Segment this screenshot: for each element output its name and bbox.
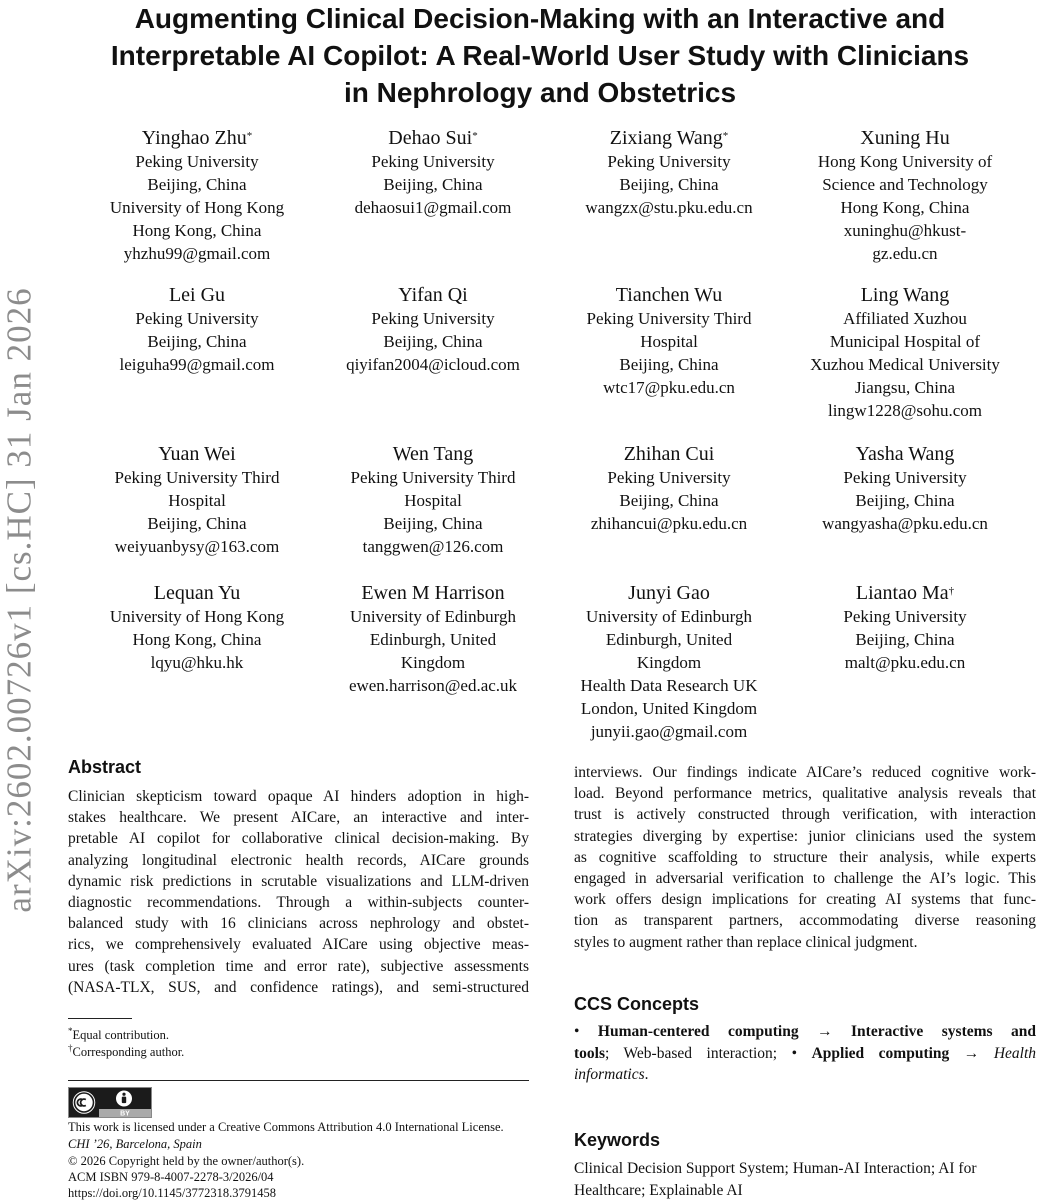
ccs-arrow: → [964,1045,980,1062]
author-affiliation-line: Hong Kong University of [780,150,1030,173]
ccs-concepts [574,1021,1036,1086]
author-affiliation-line: Beijing, China [308,330,558,353]
author-name-text: Yasha Wang [856,443,955,465]
author-affiliation-line: Kingdom [308,651,558,674]
author-affiliation-line: University of Hong Kong [72,196,322,219]
author-affiliation-line: gz.edu.cn [780,242,1030,265]
abstract-line: strategies diverging by expertise: junior clinicians used the system [574,826,1036,847]
ccs-term: Interactive systems and [851,1023,1036,1040]
author-name [544,442,794,466]
author-block [544,581,794,743]
cc-by-badge [68,1087,152,1118]
ccs-arrow: → [817,1023,833,1040]
author-name [72,283,322,307]
author-block [780,126,1030,265]
author-affiliation-line: Beijing, China [308,173,558,196]
author-affiliation-line: Peking University Third [544,307,794,330]
abstract-line: Clinician skepticism toward opaque AI hinders adoption in high- [68,786,529,807]
abstract-line: (NASA-TLX, SUS, and confidence ratings), and semi-structured [68,977,529,998]
author-affiliation-line: Kingdom [544,651,794,674]
footnote-text: Corresponding author. [73,1045,185,1059]
title-line: Interpretable AI Copilot: A Real-World User Study with Clinicians [40,37,1037,74]
ccs-term: tools [574,1045,605,1062]
author-affiliation-line: Edinburgh, United [544,628,794,651]
author-affiliation-line: Affiliated Xuzhou [780,307,1030,330]
author-block [308,581,558,697]
author-affiliation-line: Hospital [308,489,558,512]
author-name-text: Liantao Ma [856,582,949,604]
author-affiliation-line: Peking University [72,150,322,173]
author-name-text: Ling Wang [861,284,950,306]
author-name-text: Yifan Qi [398,284,467,306]
abstract-line: load. Beyond performance metrics, qualitative analysis reveals that [574,783,1036,804]
author-affiliation-line: Peking University [72,307,322,330]
author-affiliation-line: lqyu@hku.hk [72,651,322,674]
author-mark: * [723,130,729,142]
author-affiliation-line: Beijing, China [780,489,1030,512]
author-affiliation-line: qiyifan2004@icloud.com [308,353,558,376]
author-name [780,283,1030,307]
author-affiliation-line: University of Hong Kong [72,605,322,628]
ccs-line [574,1064,1036,1086]
author-block [780,442,1030,535]
arxiv-stamp-text: arXiv:2602.00726v1 [cs.HC] 31 Jan 2026 [0,287,40,912]
author-affiliation-line: Peking University Third [72,466,322,489]
author-affiliation-line: Peking University [308,150,558,173]
author-name-text: Tianchen Wu [616,284,722,306]
title-line: Augmenting Clinical Decision-Making with an Interactive and [40,0,1037,37]
author-affiliation-line: wangzx@stu.pku.edu.cn [544,196,794,219]
author-affiliation-line: Hospital [544,330,794,353]
author-affiliation-line: Edinburgh, United [308,628,558,651]
abstract-text-left [68,786,529,998]
author-affiliation-line: lingw1228@sohu.com [780,399,1030,422]
author-affiliation-line: London, United Kingdom [544,697,794,720]
author-name-text: Ewen M Harrison [361,582,504,604]
ccs-term: Applied computing [812,1045,950,1062]
author-affiliation-line: zhihancui@pku.edu.cn [544,512,794,535]
ccs-text: ; Web-based interaction; [605,1045,777,1062]
author-affiliation-line: Municipal Hospital of [780,330,1030,353]
author-affiliation-line: leiguha99@gmail.com [72,353,322,376]
author-name-text: Lei Gu [169,284,225,306]
keywords-line: Healthcare; Explainable AI [574,1180,1036,1201]
license-line: This work is licensed under a Creative Commons Attribution 4.0 International License. [68,1119,504,1135]
author-affiliation-line: tanggwen@126.com [308,535,558,558]
ccs-term: informatics [574,1066,645,1083]
author-block [72,283,322,376]
abstract-line: stakes healthcare. We present AICare, an interactive and inter- [68,807,529,828]
author-affiliation-line: University of Edinburgh [308,605,558,628]
author-name-text: Wen Tang [393,443,474,465]
abstract-line: pretable AI copilot for collaborative clinical decision-making. By [68,828,529,849]
abstract-line: rics, we comprehensively evaluated AICare using objective meas- [68,934,529,955]
ccs-text: . [645,1066,649,1083]
abstract-line: engaged in adversarial verification to challenge the AI’s logic. This [574,868,1036,889]
abstract-line: tion as transparent partners, accommodating diverse reasoning [574,910,1036,931]
author-affiliation-line: junyii.gao@gmail.com [544,720,794,743]
footnote-rule [68,1018,132,1019]
author-affiliation-line: yhzhu99@gmail.com [72,242,322,265]
title-line: in Nephrology and Obstetrics [40,74,1037,111]
author-affiliation-line: Hong Kong, China [780,196,1030,219]
author-block [544,442,794,535]
ccs-bullet: • [574,1023,579,1040]
author-mark: * [472,130,478,142]
author-name [544,283,794,307]
author-mark: † [949,585,955,597]
author-affiliation-line: Peking University [544,150,794,173]
author-affiliation-line: Xuzhou Medical University [780,353,1030,376]
author-name-text: Lequan Yu [154,582,240,604]
author-name [780,442,1030,466]
footnote-text: Equal contribution. [73,1028,170,1042]
author-affiliation-line: wtc17@pku.edu.cn [544,376,794,399]
license-venue: CHI ’26, Barcelona, Spain [68,1136,202,1152]
author-affiliation-line: Peking University Third [308,466,558,489]
ccs-line [574,1043,1036,1065]
abstract-line: styles to augment rather than replace clinical judgment. [574,932,1036,953]
author-affiliation-line: Hospital [72,489,322,512]
author-affiliation-line: Beijing, China [544,173,794,196]
author-affiliation-line: Health Data Research UK [544,674,794,697]
author-affiliation-line: Beijing, China [544,353,794,376]
author-block [308,283,558,376]
arxiv-stamp [0,265,40,935]
abstract-line: diagnostic recommendations. Through a within-subjects counter- [68,892,529,913]
author-name-text: Zixiang Wang [610,127,723,149]
author-name [72,126,322,150]
author-affiliation-line: weiyuanbysy@163.com [72,535,322,558]
ccs-bullet: • [792,1045,797,1062]
author-name-text: Zhihan Cui [624,443,715,465]
author-name [308,283,558,307]
author-affiliation-line: xuninghu@hkust- [780,219,1030,242]
cc-by-icon [69,1088,151,1117]
author-name [544,126,794,150]
author-affiliation-line: Peking University [780,466,1030,489]
author-affiliation-line: University of Edinburgh [544,605,794,628]
author-affiliation-line: Jiangsu, China [780,376,1030,399]
author-affiliation-line: Peking University [780,605,1030,628]
author-name-text: Yuan Wei [158,443,235,465]
author-block [308,126,558,219]
author-name [308,442,558,466]
author-block [780,283,1030,422]
keywords-heading: Keywords [574,1130,660,1151]
author-block [308,442,558,558]
author-name [72,442,322,466]
author-affiliation-line: Beijing, China [72,512,322,535]
author-affiliation-line: Hong Kong, China [72,219,322,242]
ccs-term: Human-centered computing [598,1023,799,1040]
author-name [72,581,322,605]
author-affiliation-line: wangyasha@pku.edu.cn [780,512,1030,535]
author-name [544,581,794,605]
footnote-corresponding [68,1040,184,1060]
author-affiliation-line: Beijing, China [72,330,322,353]
author-block [544,126,794,219]
author-affiliation-line: Beijing, China [72,173,322,196]
author-affiliation-line: Beijing, China [544,489,794,512]
author-affiliation-line: Peking University [544,466,794,489]
author-block [544,283,794,399]
author-name [780,581,1030,605]
abstract-text-right [574,762,1036,953]
author-block [780,581,1030,674]
ccs-heading: CCS Concepts [574,994,699,1015]
author-affiliation-line: malt@pku.edu.cn [780,651,1030,674]
author-block [72,126,322,265]
author-affiliation-line: Science and Technology [780,173,1030,196]
author-name-text: Yinghao Zhu [142,127,247,149]
license-doi[interactable]: https://doi.org/10.1145/3772318.3791458 [68,1185,276,1201]
author-block [72,442,322,558]
author-affiliation-line: Hong Kong, China [72,628,322,651]
keywords [574,1158,1036,1201]
abstract-line: dynamic risk predictions in scrutable visualizations and LLM-driven [68,871,529,892]
author-name [308,126,558,150]
keywords-line: Clinical Decision Support System; Human-AI Interaction; AI for [574,1158,1036,1180]
author-affiliation-line: Peking University [308,307,558,330]
author-affiliation-line: dehaosui1@gmail.com [308,196,558,219]
abstract-line: work offers design implications for creating AI systems that func- [574,889,1036,910]
license-copyright: © 2026 Copyright held by the owner/author(s). [68,1153,304,1169]
ccs-term: Health [994,1045,1036,1062]
abstract-line: analyzing longitudinal electronic health records, AICare grounds [68,850,529,871]
author-affiliation-line: Beijing, China [780,628,1030,651]
abstract-heading: Abstract [68,757,141,778]
abstract-line: ures (task completion time and error rate), subjective assessments [68,956,529,977]
cc-badge-label: BY [120,1111,130,1118]
footnote-mark: † [68,1043,73,1053]
author-name-text: Dehao Sui [388,127,472,149]
author-affiliation-line: ewen.harrison@ed.ac.uk [308,674,558,697]
author-name-text: Xuning Hu [860,127,949,149]
abstract-line: trust is actively constructed through verification, with interaction [574,804,1036,825]
abstract-line: balanced study with 16 clinicians across nephrology and obstet- [68,913,529,934]
footnote-mark: * [68,1026,73,1036]
author-name [780,126,1030,150]
paper-title [40,0,1037,111]
author-name-text: Junyi Gao [628,582,710,604]
author-block [72,581,322,674]
author-affiliation-line: Beijing, China [308,512,558,535]
author-name [308,581,558,605]
abstract-line: interviews. Our findings indicate AICare’s reduced cognitive work- [574,762,1036,783]
ccs-line [574,1021,1036,1043]
author-mark: * [247,130,253,142]
abstract-line: as cognitive scaffolding to structure their analysis, while experts [574,847,1036,868]
license-rule [68,1080,529,1081]
license-isbn: ACM ISBN 979-8-4007-2278-3/2026/04 [68,1169,274,1185]
